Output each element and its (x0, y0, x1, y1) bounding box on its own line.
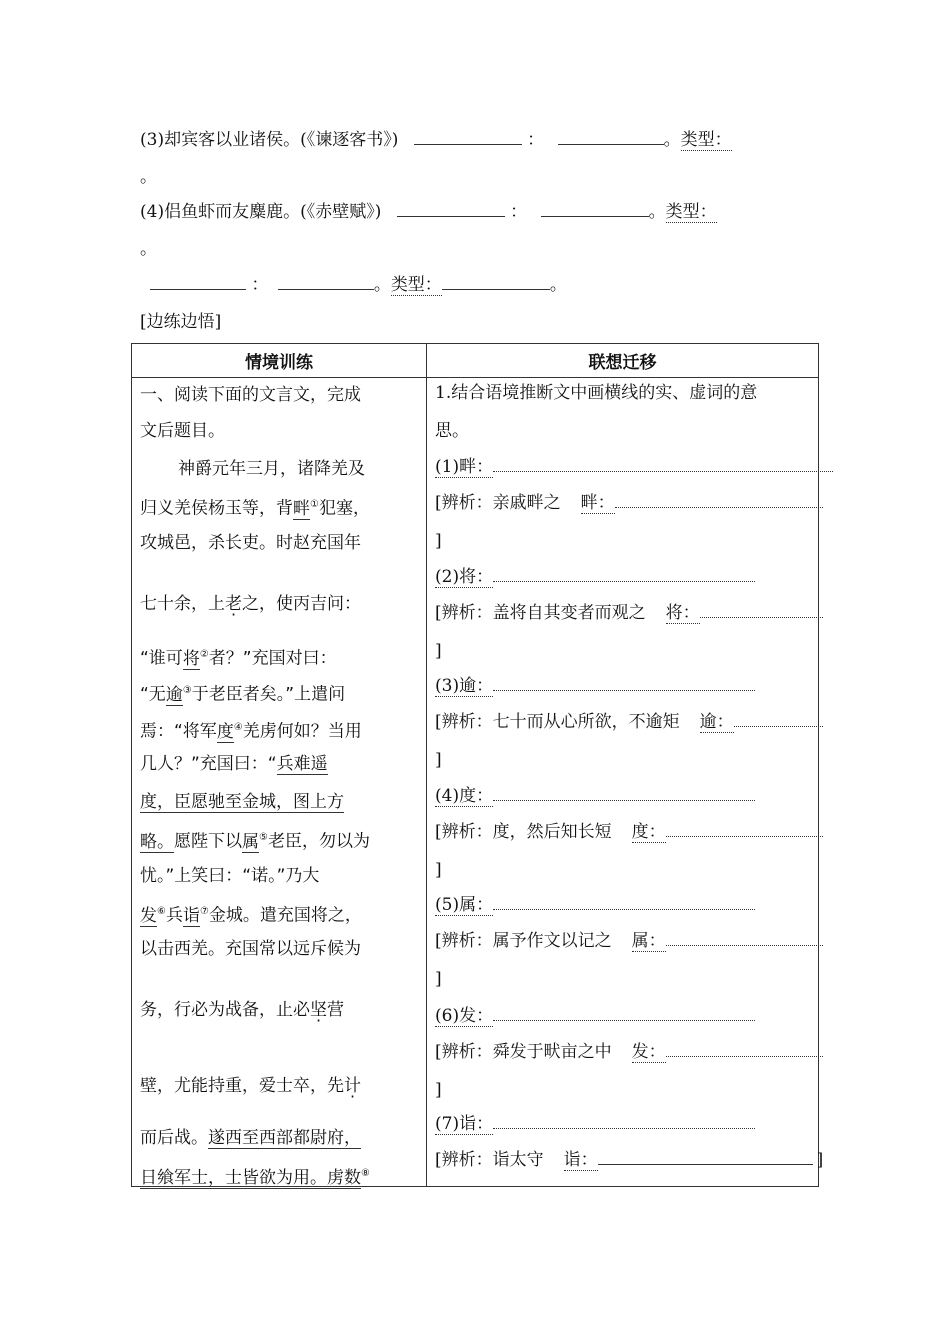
answer-blank[interactable] (558, 128, 664, 145)
question-4-number: (4) (140, 202, 165, 222)
answer-blank[interactable] (150, 273, 246, 290)
question-4-end: 。 (140, 239, 157, 259)
answer-blank[interactable] (493, 1113, 755, 1129)
period: 。 (373, 275, 391, 295)
answer-hint: [辨析：度，然后知长短 度： (435, 821, 823, 843)
type-label: 类型： (680, 130, 732, 150)
passage-line: 七十余，上老之，使丙吉问： (140, 594, 361, 614)
answer-blank[interactable] (493, 894, 755, 910)
passage-line: 日飨军士，士皆欲为用。虏数⑧ (140, 1167, 370, 1188)
answer-blank[interactable] (442, 273, 550, 290)
exercise-table (131, 343, 824, 1188)
colon: ： (251, 275, 269, 295)
question-4 (140, 200, 717, 223)
section-title: [边练边悟] (140, 312, 222, 332)
answer-item-label: (4)度： (435, 785, 755, 807)
answer-bracket-close: ] (435, 641, 442, 661)
answer-blank[interactable] (598, 1149, 813, 1165)
passage-line: 归义羌侯杨玉等，背畔①犯塞， (140, 498, 370, 519)
answer-blank[interactable] (397, 200, 505, 217)
colon: ： (527, 130, 545, 150)
passage-line: 一、阅读下面的文言文，完成 (140, 385, 361, 405)
question-4-text: 侣鱼虾而友麋鹿。(《赤壁赋》) (164, 202, 382, 222)
answer-item-label: (5)属： (435, 894, 755, 916)
answer-blank[interactable] (414, 128, 522, 145)
answer-bracket-close: ] (435, 969, 442, 989)
period: 。 (663, 130, 681, 150)
answer-bracket-close: ] (435, 531, 442, 551)
period: 。 (549, 275, 567, 295)
passage-line: 焉：“将军度④羌虏何如？当用 (140, 721, 362, 742)
column-header-transfer: 联想迁移 (427, 344, 819, 378)
answer-blank[interactable] (615, 492, 823, 508)
answer-hint: [辨析：七十而从心所欲，不逾矩 逾： (435, 711, 823, 733)
passage-line: 壁，尤能持重，爱士卒，先计 (140, 1076, 361, 1096)
answer-blank[interactable] (541, 200, 649, 217)
answer-blank[interactable] (493, 675, 755, 691)
answer-hint: [辨析：舜发于畎亩之中 发： (435, 1041, 823, 1063)
passage-cell (132, 378, 427, 1187)
answers-intro: 1.结合语境推断文中画横线的实、虚词的意 (435, 383, 758, 403)
passage-line: 忧。”上笑曰：“诺。”乃大 (140, 866, 320, 886)
answer-blank[interactable] (493, 566, 755, 582)
question-3-text: 却宾客以业诸侯。(《谏逐客书》) (164, 130, 399, 150)
answers-cell (427, 378, 824, 1187)
passage-line: 发⑥兵诣⑦金城。遣充国将之， (140, 905, 362, 926)
answer-blank[interactable] (666, 821, 823, 837)
answer-blank[interactable] (700, 602, 823, 618)
answer-bracket-close: ] (435, 750, 442, 770)
type-label: 类型： (390, 275, 442, 295)
answer-item-label: (2)将： (435, 566, 755, 588)
answer-item-label: (6)发： (435, 1005, 755, 1027)
answer-item-label: (1)畔： (435, 456, 833, 478)
answer-blank[interactable] (278, 273, 374, 290)
answer-hint: [辨析：盖将自其变者而观之 将： (435, 602, 823, 624)
answer-hint: [辨析：诣太守 诣： ] (435, 1150, 824, 1170)
answer-item-label: (3)逾： (435, 675, 755, 697)
passage-line: 几人？”充国曰：“兵难遥 (140, 754, 328, 774)
question-3-end: 。 (140, 167, 157, 187)
answer-blank[interactable] (666, 1041, 823, 1057)
type-label: 类型： (665, 202, 717, 222)
answer-hint: [辨析：亲戚畔之 畔： (435, 492, 823, 514)
answer-blank[interactable] (666, 930, 823, 946)
passage-line: 文后题目。 (140, 421, 225, 441)
answer-bracket-close: ] (435, 860, 442, 880)
passage-line: 而后战。遂西至西部都尉府， (140, 1128, 361, 1148)
passage-line: 务，行必为战备，止必坚营 (140, 1000, 344, 1020)
answer-blank[interactable] (734, 711, 823, 727)
answer-blank[interactable] (493, 1005, 755, 1021)
answer-item-label: (7)诣： (435, 1113, 755, 1135)
answer-bracket-close: ] (435, 1080, 442, 1100)
column-header-context: 情境训练 (132, 344, 427, 378)
passage-line: 攻城邑，杀长吏。时赵充国年 (140, 533, 361, 553)
question-3-number: (3) (140, 130, 165, 150)
passage-line: 神爵元年三月，诸降羌及 (178, 459, 365, 479)
answer-hint: [辨析：属予作文以记之 属： (435, 930, 823, 952)
answers-intro: 思。 (435, 421, 469, 441)
passage-line: “无逾③于老臣者矣。”上遣问 (140, 684, 346, 705)
passage-line: 度，臣愿驰至金城，图上方 (140, 792, 344, 812)
colon: ： (510, 202, 528, 222)
passage-line: 略。愿陛下以属⑤老臣，勿以为 (140, 831, 370, 852)
question-5 (150, 273, 567, 296)
passage-line: 以击西羌。充国常以远斥候为 (140, 939, 361, 959)
question-3 (140, 128, 732, 151)
passage-line: “谁可将②者？”充国对曰： (140, 648, 337, 669)
answer-blank[interactable] (493, 456, 833, 472)
answer-blank[interactable] (493, 785, 755, 801)
period: 。 (648, 202, 666, 222)
